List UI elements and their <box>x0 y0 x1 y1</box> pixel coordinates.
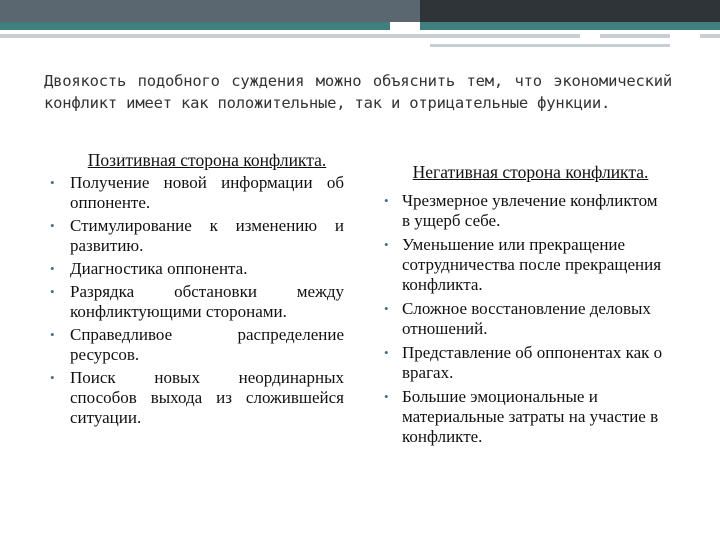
negative-heading: Негативная сторона конфликта. <box>412 162 649 182</box>
decorative-stripe <box>0 34 580 38</box>
list-item: • Стимулирование к изменению и развитию. <box>50 216 344 255</box>
slide-accent-line <box>0 22 720 30</box>
bullet-icon: • <box>384 389 389 404</box>
bullet-icon: • <box>384 301 389 316</box>
decorative-stripe <box>600 34 670 38</box>
list-item: • Представление об оппонентах как о врагах. <box>384 343 663 382</box>
list-item: • Сложное восстановление деловых отношений. <box>384 299 651 338</box>
negative-column <box>378 162 663 451</box>
bullet-icon: • <box>50 327 55 342</box>
list-item: • Чрезмерное увлечение конфликтом в ущерб себе. <box>384 191 658 230</box>
positive-list <box>44 173 344 428</box>
decorative-stripe <box>430 44 670 47</box>
intro-paragraph: Двоякость подобного суждения можно объяснить тем, что экономический конфликт имеет как положительные, так и отрицательные функции. <box>44 72 672 112</box>
accent-line-notch <box>390 22 420 30</box>
bullet-icon: • <box>50 218 55 233</box>
bullet-icon: • <box>50 261 55 276</box>
negative-list <box>378 191 663 447</box>
list-item: • Справедливое распределение ресурсов. <box>50 325 344 364</box>
list-item: • Уменьшение или прекращение сотрудничества после прекращения конфликта. <box>384 235 662 294</box>
positive-column <box>44 150 344 431</box>
bullet-icon: • <box>384 193 389 208</box>
list-item: • Получение новой информации об оппоненте. <box>50 173 344 212</box>
list-item: • Разрядка обстановки между конфликтующими сторонами. <box>50 282 344 321</box>
decorative-stripe <box>700 34 720 38</box>
bullet-icon: • <box>50 284 55 299</box>
slide-top-bar-dark-segment <box>420 0 720 22</box>
bullet-icon: • <box>384 237 389 252</box>
bullet-icon: • <box>50 370 55 385</box>
bullet-icon: • <box>50 175 55 190</box>
list-item: • Большие эмоциональные и материальные затраты на участие в конфликте. <box>384 387 659 446</box>
list-item: • Поиск новых неординарных способов выхода из сложившейся ситуации. <box>50 368 344 427</box>
slide-top-bar <box>0 0 720 22</box>
bullet-icon: • <box>384 345 389 360</box>
list-item: • Диагностика оппонента. <box>50 259 248 278</box>
positive-heading: Позитивная сторона конфликта. <box>87 150 327 170</box>
